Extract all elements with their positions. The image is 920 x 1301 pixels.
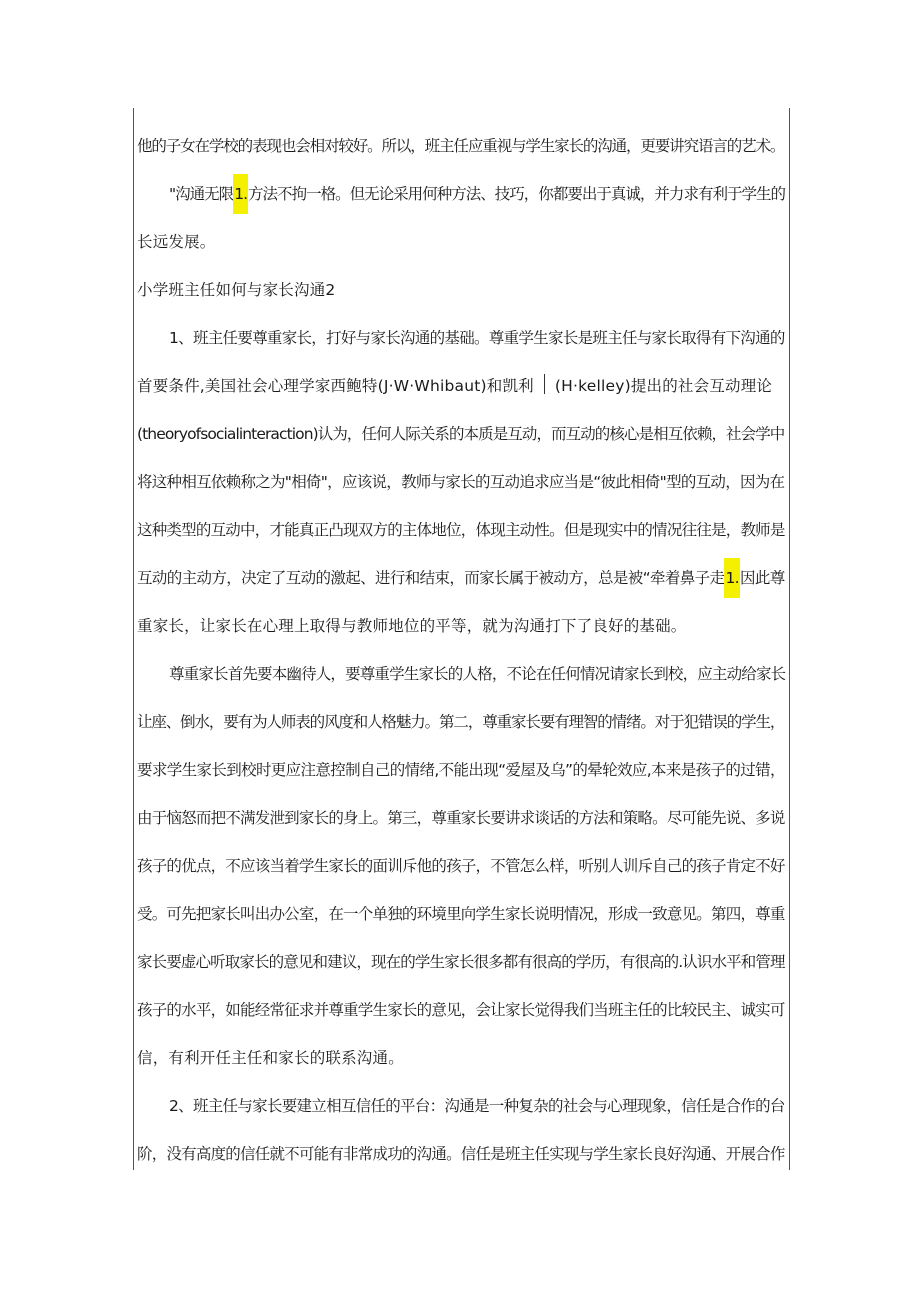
paragraph-text: 长远发展。 bbox=[137, 233, 216, 251]
text-run: (H·kelley)提出的社会互动理论 bbox=[554, 377, 773, 395]
paragraph-text: 尊重家长首先要本幽待人，要尊重学生家长的人格，不论在任何情况请家长到校，应主动给家长 bbox=[169, 665, 786, 683]
paragraph-text: 要求学生家长到校时更应注意控制自己的情绪,不能出现“爱屋及乌”的晕轮效应,本来是孩子的过错， bbox=[137, 761, 785, 779]
paragraph-text: 孩子的水平，如能经常征求并尊重学生家长的意见，会让家长觉得我们当班主任的比较民主、诚实可 bbox=[137, 1001, 785, 1019]
section-heading: 小学班主任如何与家长沟通2 bbox=[137, 281, 336, 299]
text-run: "沟通无限 bbox=[169, 185, 234, 203]
left-page-border bbox=[133, 108, 134, 1170]
paragraph-text: 受。可先把家长叫出办公室，在一个单独的环境里向学生家长说明情况，形成一致意见。第四，尊重 bbox=[137, 905, 785, 923]
paragraph-text: 由于恼怒而把不满发泄到家长的身上。第三，尊重家长要讲求谈话的方法和策略。尽可能先说、多说 bbox=[137, 809, 785, 827]
text-run: 因此尊 bbox=[739, 569, 785, 587]
highlight-mark: 1. bbox=[724, 558, 740, 598]
vertical-bar-mark bbox=[544, 374, 545, 394]
text-run: 首要条件,美国社会心理学家西鲍特(J·W·Whibaut)和凯利 bbox=[137, 377, 534, 395]
paragraph-text: 这种类型的互动中，才能真正凸现双方的主体地位，体现主动性。但是现实中的情况往往是，教师是 bbox=[137, 521, 785, 539]
paragraph-text: 1、班主任要尊重家长，打好与家长沟通的基础。尊重学生家长是班主任与家长取得有下沟通的 bbox=[169, 329, 785, 347]
paragraph-text bbox=[137, 362, 787, 410]
text-run: 互动的主动方，决定了互动的激起、进行和结束，而家长属于被动方，总是被“牵着鼻子走 bbox=[137, 569, 725, 587]
document-body bbox=[137, 122, 787, 1178]
paragraph-text: 阶，没有高度的信任就不可能有非常成功的沟通。信任是班主任实现与学生家长良好沟通、开展合作 bbox=[137, 1145, 785, 1163]
right-page-border bbox=[789, 108, 790, 1170]
paragraph-text: 将这种相互依赖称之为"相倚"，应该说，教师与家长的互动追求应当是“彼此相倚"型的互动，因为在 bbox=[137, 473, 785, 491]
paragraph-text bbox=[137, 170, 787, 218]
paragraph-text: 2、班主任与家长要建立相互信任的平台：沟通是一种复杂的社会与心理现象，信任是合作的台 bbox=[169, 1097, 785, 1115]
paragraph-text: 孩子的优点，不应该当着学生家长的面训斥他的孩子，不管怎么样，听别人训斥自己的孩子肯定不好 bbox=[137, 857, 785, 875]
highlight-mark: 1. bbox=[233, 174, 248, 214]
paragraph-text bbox=[137, 554, 787, 602]
paragraph-text: 重家长，让家长在心理上取得与教师地位的平等，就为沟通打下了良好的基础。 bbox=[137, 617, 687, 635]
paragraph-text: 信，有利开任主任和家长的联系沟通。 bbox=[137, 1049, 404, 1067]
paragraph-text: 家长要虚心听取家长的意见和建议，现在的学生家长很多都有很高的学历，有很高的.认识水平和管理 bbox=[137, 953, 785, 971]
paragraph-text: 他的子女在学校的表现也会相对较好。所以，班主任应重视与学生家长的沟通，更要讲究语言的艺术。 bbox=[137, 137, 785, 155]
paragraph-text: 让座、倒水，要有为人师表的风度和人格魅力。第二，尊重家长要有理智的情绪。对于犯错误的学生， bbox=[137, 713, 785, 731]
paragraph-text: (theoryofsocialinteraction)认为，任何人际关系的本质是互动，而互动的核心是相互依赖，社会学中 bbox=[137, 425, 785, 443]
text-run: 方法不拘一格。但无论采用何种方法、技巧，你都要出于真诚，并力求有利于学生的 bbox=[248, 185, 786, 203]
